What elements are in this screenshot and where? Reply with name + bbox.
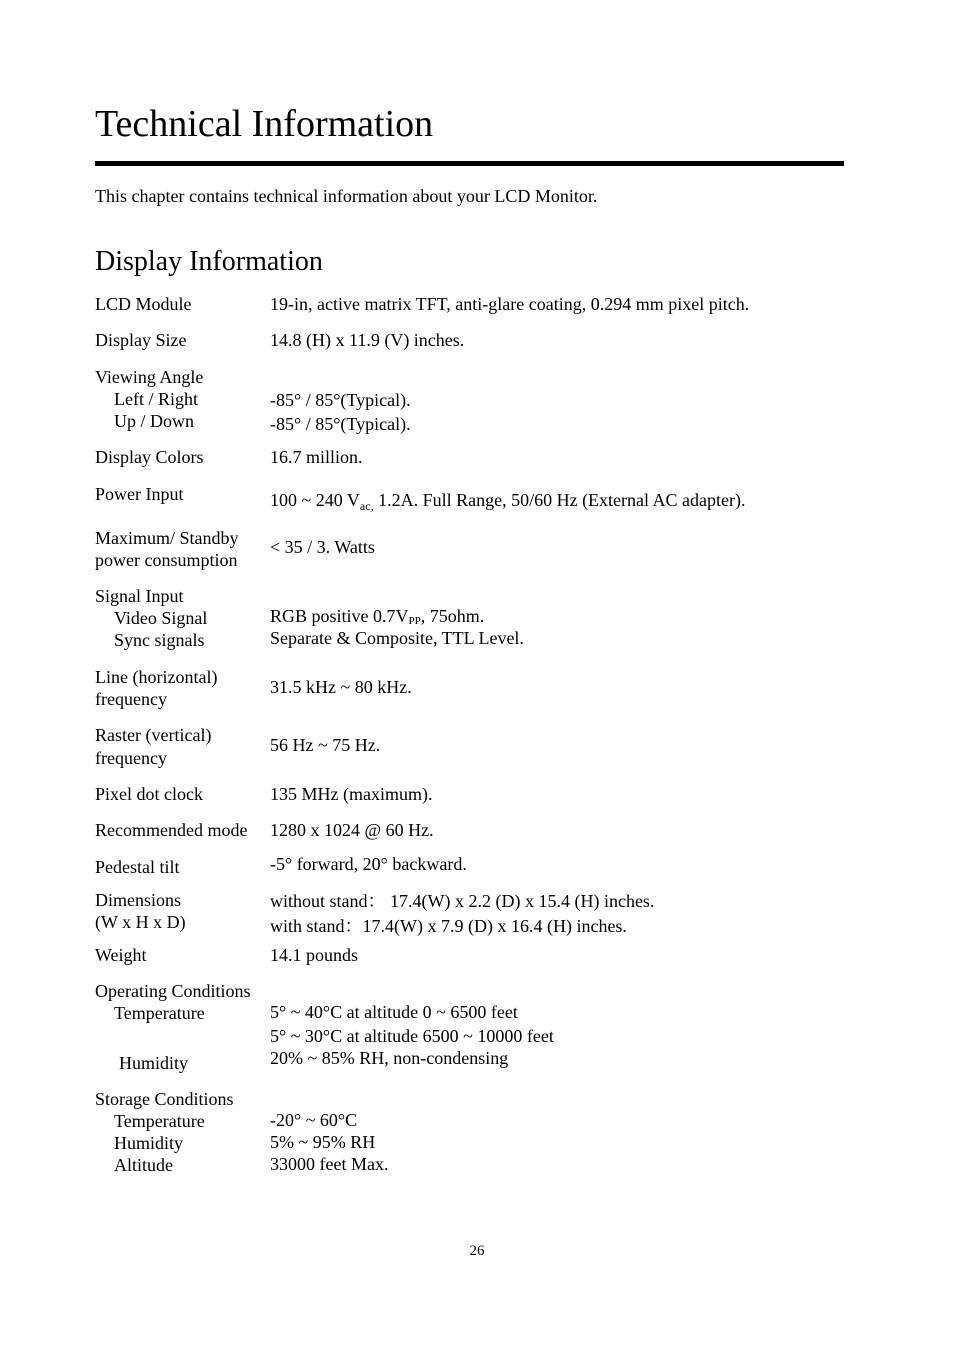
weight-label: Weight (95, 945, 147, 965)
video-signal-value-subscript: PP (408, 615, 421, 627)
raster-frequency-label-line1: Raster (vertical) (95, 725, 212, 745)
operating-humidity-value: 20% ~ 85% RH, non-condensing (270, 1048, 509, 1068)
storage-altitude-value: 33000 feet Max. (270, 1154, 389, 1174)
storage-altitude-label: Altitude (114, 1155, 173, 1175)
storage-humidity-value: 5% ~ 95% RH (270, 1132, 376, 1152)
dimensions-label-line1: Dimensions (95, 890, 182, 910)
display-colors-value: 16.7 million. (270, 447, 363, 467)
section-title: Display Information (95, 246, 323, 277)
operating-conditions-label: Operating Conditions (95, 981, 251, 1001)
dimensions-label-line2: (W x H x D) (95, 912, 186, 932)
raster-frequency-value: 56 Hz ~ 75 Hz. (270, 735, 381, 755)
dimensions-value-without-stand: without stand： 17.4(W) x 2.2 (D) x 15.4 (H) inches. (270, 891, 655, 911)
line-frequency-label-line2: frequency (95, 689, 167, 709)
storage-temperature-value: -20° ~ 60°C (270, 1110, 358, 1130)
raster-frequency-label-line2: frequency (95, 748, 167, 768)
intro-text: This chapter contains technical information about your LCD Monitor. (95, 186, 598, 206)
sync-signals-value: Separate & Composite, TTL Level. (270, 628, 524, 648)
pixel-clock-value: 135 MHz (maximum). (270, 784, 433, 804)
dimensions-value-with-stand: with stand：17.4(W) x 7.9 (D) x 16.4 (H) inches. (270, 916, 627, 936)
viewing-angle-left-right-value: -85° / 85°(Typical). (270, 390, 411, 410)
lcd-module-value: 19-in, active matrix TFT, anti-glare coating, 0.294 mm pixel pitch. (270, 294, 750, 314)
title-divider (95, 161, 844, 166)
operating-humidity-label: Humidity (119, 1053, 189, 1073)
display-size-value: 14.8 (H) x 11.9 (V) inches. (270, 330, 465, 350)
power-input-value-suffix: 1.2A. Full Range, 50/60 Hz (External AC adapter). (373, 490, 746, 510)
viewing-angle-up-down-value: -85° / 85°(Typical). (270, 414, 411, 434)
storage-humidity-label: Humidity (114, 1133, 184, 1153)
power-input-value (270, 489, 746, 511)
pedestal-tilt-value: -5° forward, 20° backward. (270, 854, 467, 874)
viewing-angle-label: Viewing Angle (95, 367, 204, 387)
video-signal-value-suffix: , 75ohm. (420, 606, 485, 626)
video-signal-value (270, 605, 484, 627)
operating-temperature-value-2: 5° ~ 30°C at altitude 6500 ~ 10000 feet (270, 1026, 554, 1046)
storage-conditions-label: Storage Conditions (95, 1089, 234, 1109)
line-frequency-value: 31.5 kHz ~ 80 kHz. (270, 677, 412, 697)
power-consumption-label-line2: power consumption (95, 550, 238, 570)
recommended-mode-value: 1280 x 1024 @ 60 Hz. (270, 820, 434, 840)
power-input-label: Power Input (95, 484, 184, 504)
operating-temperature-value-1: 5° ~ 40°C at altitude 0 ~ 6500 feet (270, 1002, 518, 1022)
viewing-angle-up-down-label: Up / Down (114, 411, 194, 431)
power-consumption-label-line1: Maximum/ Standby (95, 528, 239, 548)
pixel-clock-label: Pixel dot clock (95, 784, 203, 804)
display-colors-label: Display Colors (95, 447, 204, 467)
weight-value: 14.1 pounds (270, 945, 359, 965)
display-size-label: Display Size (95, 330, 187, 350)
page-number: 26 (469, 1243, 485, 1259)
video-signal-value-prefix: RGB positive 0.7V (270, 606, 409, 626)
page-title: Technical Information (95, 103, 434, 145)
sync-signals-label: Sync signals (114, 630, 205, 650)
pedestal-tilt-label: Pedestal tilt (95, 857, 180, 877)
operating-temperature-label: Temperature (114, 1003, 205, 1023)
video-signal-label: Video Signal (114, 608, 208, 628)
power-input-value-prefix: 100 ~ 240 V (270, 490, 360, 510)
storage-temperature-label: Temperature (114, 1111, 205, 1131)
recommended-mode-label: Recommended mode (95, 820, 248, 840)
viewing-angle-left-right-label: Left / Right (114, 389, 198, 409)
power-input-value-subscript: ac, (359, 499, 374, 513)
line-frequency-label-line1: Line (horizontal) (95, 667, 218, 687)
power-consumption-value: < 35 / 3. Watts (270, 537, 375, 557)
lcd-module-label: LCD Module (95, 294, 192, 314)
signal-input-label: Signal Input (95, 586, 184, 606)
